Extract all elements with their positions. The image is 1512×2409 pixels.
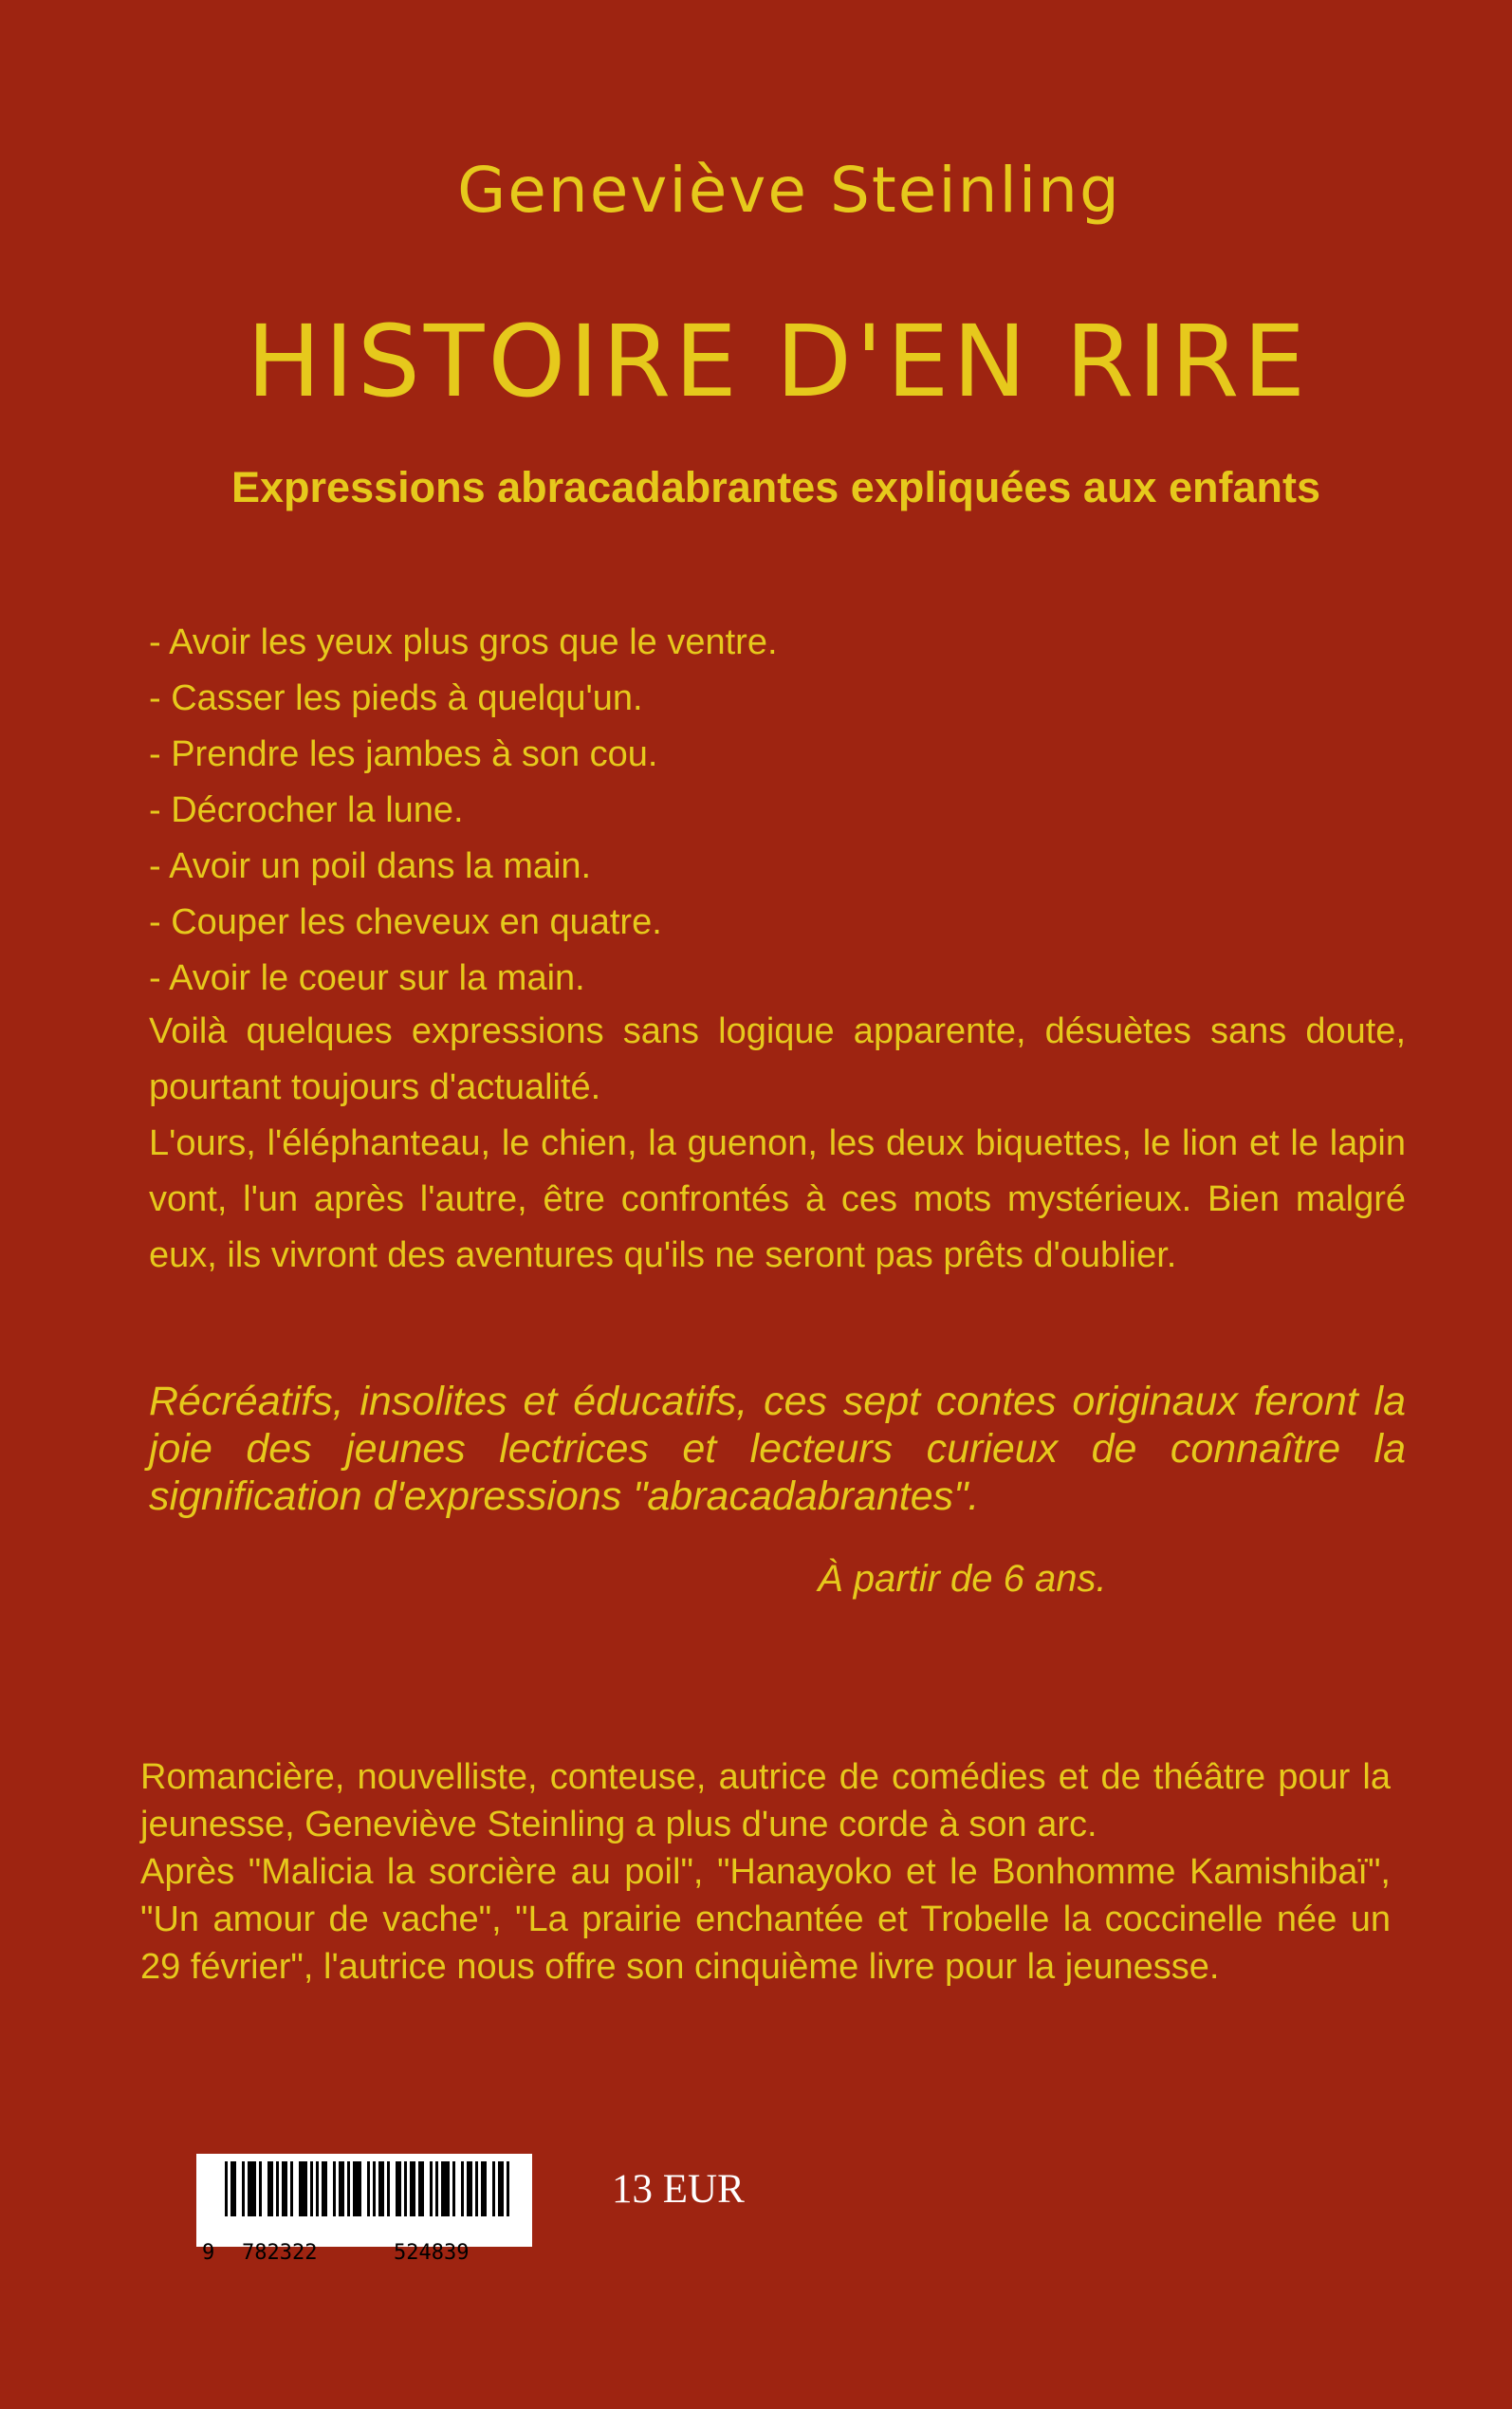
book-title: HISTOIRE D'EN RIRE — [246, 304, 1310, 419]
barcode-bar — [396, 2161, 398, 2216]
barcode-bar — [322, 2161, 324, 2216]
age-recommendation: À partir de 6 ans. — [818, 1558, 1107, 1600]
barcode-bar — [339, 2161, 341, 2216]
barcode-bar — [367, 2161, 370, 2216]
barcode-bar — [413, 2161, 415, 2216]
barcode-bar — [310, 2161, 313, 2216]
barcode-bar — [507, 2161, 509, 2216]
barcode-bar — [259, 2161, 262, 2216]
barcode-bar — [373, 2161, 376, 2216]
barcode-bar — [250, 2161, 253, 2216]
barcode-bar — [467, 2161, 470, 2216]
barcode-group-2: 524839 — [394, 2241, 470, 2265]
barcode-bar — [299, 2161, 302, 2216]
isbn-barcode — [196, 2154, 532, 2265]
barcode-bar — [498, 2161, 501, 2216]
price-label: 13 EUR — [612, 2167, 745, 2212]
barcode-bar — [430, 2161, 433, 2216]
blurb-paragraph: Récréatifs, insolites et éducatifs, ces sept contes originaux feront la joie des jeunes lectrices et lecteurs curieux de connaître la signification d'expressions "abracadabrantes". — [149, 1379, 1406, 1519]
barcode-bar — [242, 2161, 245, 2216]
expression-item: - Avoir le coeur sur la main. — [149, 958, 585, 998]
barcode-bar — [475, 2161, 478, 2216]
expression-item: - Couper les cheveux en quatre. — [149, 902, 662, 942]
barcode-bar — [444, 2161, 447, 2216]
barcode-bar — [324, 2161, 327, 2216]
barcode-bar — [381, 2161, 384, 2216]
barcode-bar — [285, 2161, 287, 2216]
expression-item: - Casser les pieds à quelqu'un. — [149, 678, 643, 718]
barcode-bar — [435, 2161, 438, 2216]
barcode-bar — [356, 2161, 359, 2216]
barcode-bar — [341, 2161, 344, 2216]
barcode-bar — [270, 2161, 273, 2216]
barcode-bar — [481, 2161, 484, 2216]
barcode-bar — [452, 2161, 455, 2216]
barcode-bar — [230, 2161, 233, 2216]
barcode-bar — [248, 2161, 250, 2216]
barcode-bar — [333, 2161, 336, 2216]
expression-item: - Avoir les yeux plus gros que le ventre. — [149, 622, 778, 662]
author-bio — [140, 1753, 1391, 1991]
barcode-bar — [492, 2161, 495, 2216]
barcode-bar — [353, 2161, 356, 2216]
barcode-bar — [233, 2161, 236, 2216]
barcode-bar — [404, 2161, 407, 2216]
barcode-bar — [378, 2161, 381, 2216]
barcode-bars — [196, 2154, 532, 2247]
book-subtitle: Expressions abracadabrantes expliquées aux enfants — [231, 463, 1320, 511]
barcode-bar — [418, 2161, 421, 2216]
intro-paragraph: Voilà quelques expressions sans logique apparente, désuètes sans doute, pourtant toujours d'actualité. — [149, 1011, 1406, 1107]
barcode-bar — [267, 2161, 270, 2216]
barcode-lead-digit: 9 — [202, 2241, 215, 2265]
barcode-bar — [461, 2161, 464, 2216]
expression-item: - Prendre les jambes à son cou. — [149, 734, 658, 774]
barcode-bar — [447, 2161, 450, 2216]
barcode-bar — [421, 2161, 424, 2216]
barcode-group-1: 782322 — [242, 2241, 318, 2265]
barcode-bar — [225, 2161, 228, 2216]
author-bio-line2: Après "Malicia la sorcière au poil", "Hanayoko et le Bonhomme Kamishibaï", "Un amour de vache", "La prairie enchantée et Trobelle la coccinelle née un 29 février", l'autrice nous offre son cinquième livre pour la jeunesse. — [140, 1852, 1391, 1987]
barcode-bar — [282, 2161, 285, 2216]
author-name: Geneviève Steinling — [457, 154, 1121, 227]
barcode-bar — [441, 2161, 444, 2216]
story-paragraph: L'ours, l'éléphanteau, le chien, la guenon, les deux biquettes, le lion et le lapin vont, l'un après l'autre, être confrontés à ces mots mystérieux. Bien malgré eux, ils vivront des aventures qu'ils ne seront pas prêts d'oublier. — [149, 1123, 1406, 1275]
barcode-bar — [304, 2161, 307, 2216]
barcode-bar — [253, 2161, 256, 2216]
author-bio-line1: Romancière, nouvelliste, conteuse, autrice de comédies et de théâtre pour la jeunesse, Geneviève Steinling a plus d'une corde à son arc. — [140, 1757, 1391, 1844]
barcode-bar — [387, 2161, 390, 2216]
barcode-bar — [501, 2161, 504, 2216]
barcode-bar — [276, 2161, 279, 2216]
expression-item: - Avoir un poil dans la main. — [149, 846, 592, 886]
barcode-bar — [484, 2161, 487, 2216]
barcode-bar — [347, 2161, 350, 2216]
barcode-bar — [302, 2161, 304, 2216]
barcode-bar — [398, 2161, 401, 2216]
barcode-bar — [470, 2161, 472, 2216]
barcode-bar — [410, 2161, 413, 2216]
expression-item: - Décrocher la lune. — [149, 790, 464, 830]
expression-list — [149, 615, 1411, 1007]
barcode-bar — [316, 2161, 319, 2216]
barcode-bar — [290, 2161, 293, 2216]
barcode-bar — [359, 2161, 361, 2216]
